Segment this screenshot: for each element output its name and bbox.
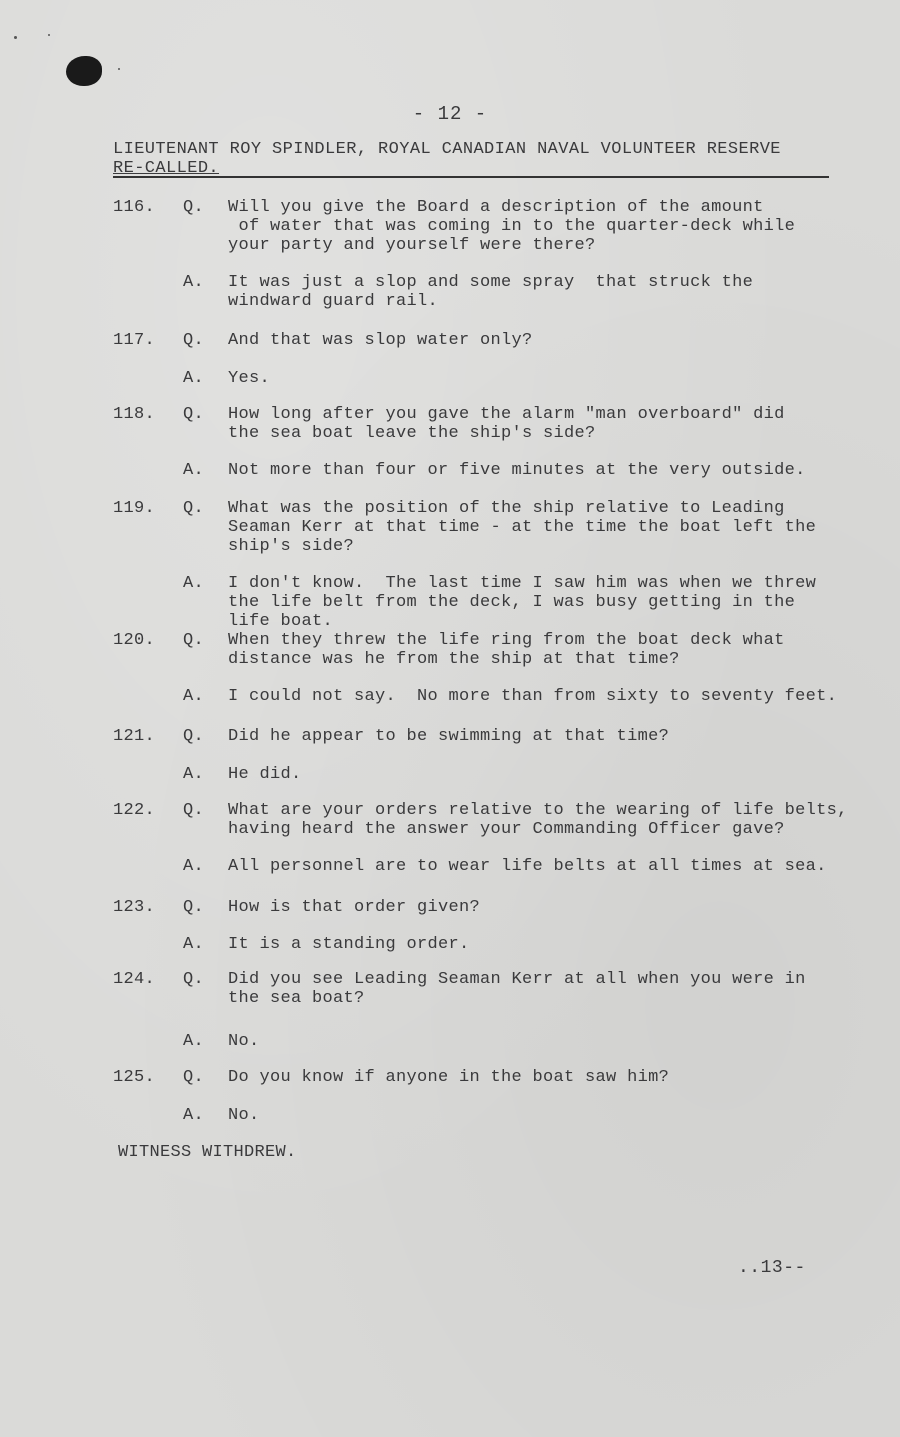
question-number: 119. xyxy=(113,499,156,518)
q-label: Q. xyxy=(183,631,205,650)
question-text: Did you see Leading Seaman Kerr at all when you were in the sea boat? xyxy=(228,970,806,1008)
question-text: What are your orders relative to the wearing of life belts, having heard the answer your Commanding Officer gave? xyxy=(228,801,848,839)
q-label: Q. xyxy=(183,405,205,424)
question-text: How is that order given? xyxy=(228,898,481,917)
question-text: When they threw the life ring from the boat deck what distance was he from the ship at that time? xyxy=(228,631,785,669)
a-label: A. xyxy=(183,935,205,954)
paper-speck xyxy=(48,34,50,36)
answer-text: No. xyxy=(228,1106,260,1125)
q-label: Q. xyxy=(183,499,205,518)
question-number: 122. xyxy=(113,801,156,820)
a-label: A. xyxy=(183,1032,205,1051)
question-number: 120. xyxy=(113,631,156,650)
question-number: 117. xyxy=(113,331,156,350)
q-label: Q. xyxy=(183,331,205,350)
question-text: Will you give the Board a description of the amount of water that was coming in to the quarter-deck while your party and yourself were there? xyxy=(228,198,796,255)
question-text: And that was slop water only? xyxy=(228,331,533,350)
question-number: 124. xyxy=(113,970,156,989)
q-label: Q. xyxy=(183,727,205,746)
q-label: Q. xyxy=(183,898,205,917)
paper-speck xyxy=(118,68,120,70)
witness-heading xyxy=(113,140,833,178)
answer-text: He did. xyxy=(228,765,302,784)
a-label: A. xyxy=(183,857,205,876)
question-number: 123. xyxy=(113,898,156,917)
heading-rule xyxy=(113,176,829,178)
answer-text: No. xyxy=(228,1032,260,1051)
q-label: Q. xyxy=(183,970,205,989)
heading-line-2: RE-CALLED. xyxy=(113,159,220,178)
answer-text: Yes. xyxy=(228,369,271,388)
a-label: A. xyxy=(183,461,205,480)
answer-text: It was just a slop and some spray that struck the windward guard rail. xyxy=(228,273,754,311)
a-label: A. xyxy=(183,369,205,388)
q-label: Q. xyxy=(183,1068,205,1087)
a-label: A. xyxy=(183,1106,205,1125)
heading-line-1: LIEUTENANT ROY SPINDLER, ROYAL CANADIAN NAVAL VOLUNTEER RESERVE xyxy=(113,140,781,159)
question-number: 116. xyxy=(113,198,156,217)
answer-text: All personnel are to wear life belts at all times at sea. xyxy=(228,857,827,876)
question-text: Do you know if anyone in the boat saw him? xyxy=(228,1068,670,1087)
question-text: Did he appear to be swimming at that time? xyxy=(228,727,670,746)
ink-blot-mark xyxy=(66,56,102,86)
a-label: A. xyxy=(183,687,205,706)
a-label: A. xyxy=(183,273,205,292)
question-text: What was the position of the ship relative to Leading Seaman Kerr at that time - at the time the boat left the ship's side? xyxy=(228,499,817,556)
answer-text: Not more than four or five minutes at the very outside. xyxy=(228,461,806,480)
question-text: How long after you gave the alarm "man overboard" did the sea boat leave the ship's side? xyxy=(228,405,785,443)
q-label: Q. xyxy=(183,198,205,217)
next-page-marker: ..13-- xyxy=(738,1258,806,1278)
answer-text: It is a standing order. xyxy=(228,935,470,954)
witness-withdrew-note: WITNESS WITHDREW. xyxy=(118,1143,297,1162)
paper-speck xyxy=(14,36,17,39)
a-label: A. xyxy=(183,574,205,593)
question-number: 121. xyxy=(113,727,156,746)
answer-text: I don't know. The last time I saw him was when we threw the life belt from the deck, I was busy getting in the life boat. xyxy=(228,574,817,631)
a-label: A. xyxy=(183,765,205,784)
answer-text: I could not say. No more than from sixty to seventy feet. xyxy=(228,687,838,706)
question-number: 118. xyxy=(113,405,156,424)
page-number: - 12 - xyxy=(412,103,488,125)
q-label: Q. xyxy=(183,801,205,820)
question-number: 125. xyxy=(113,1068,156,1087)
